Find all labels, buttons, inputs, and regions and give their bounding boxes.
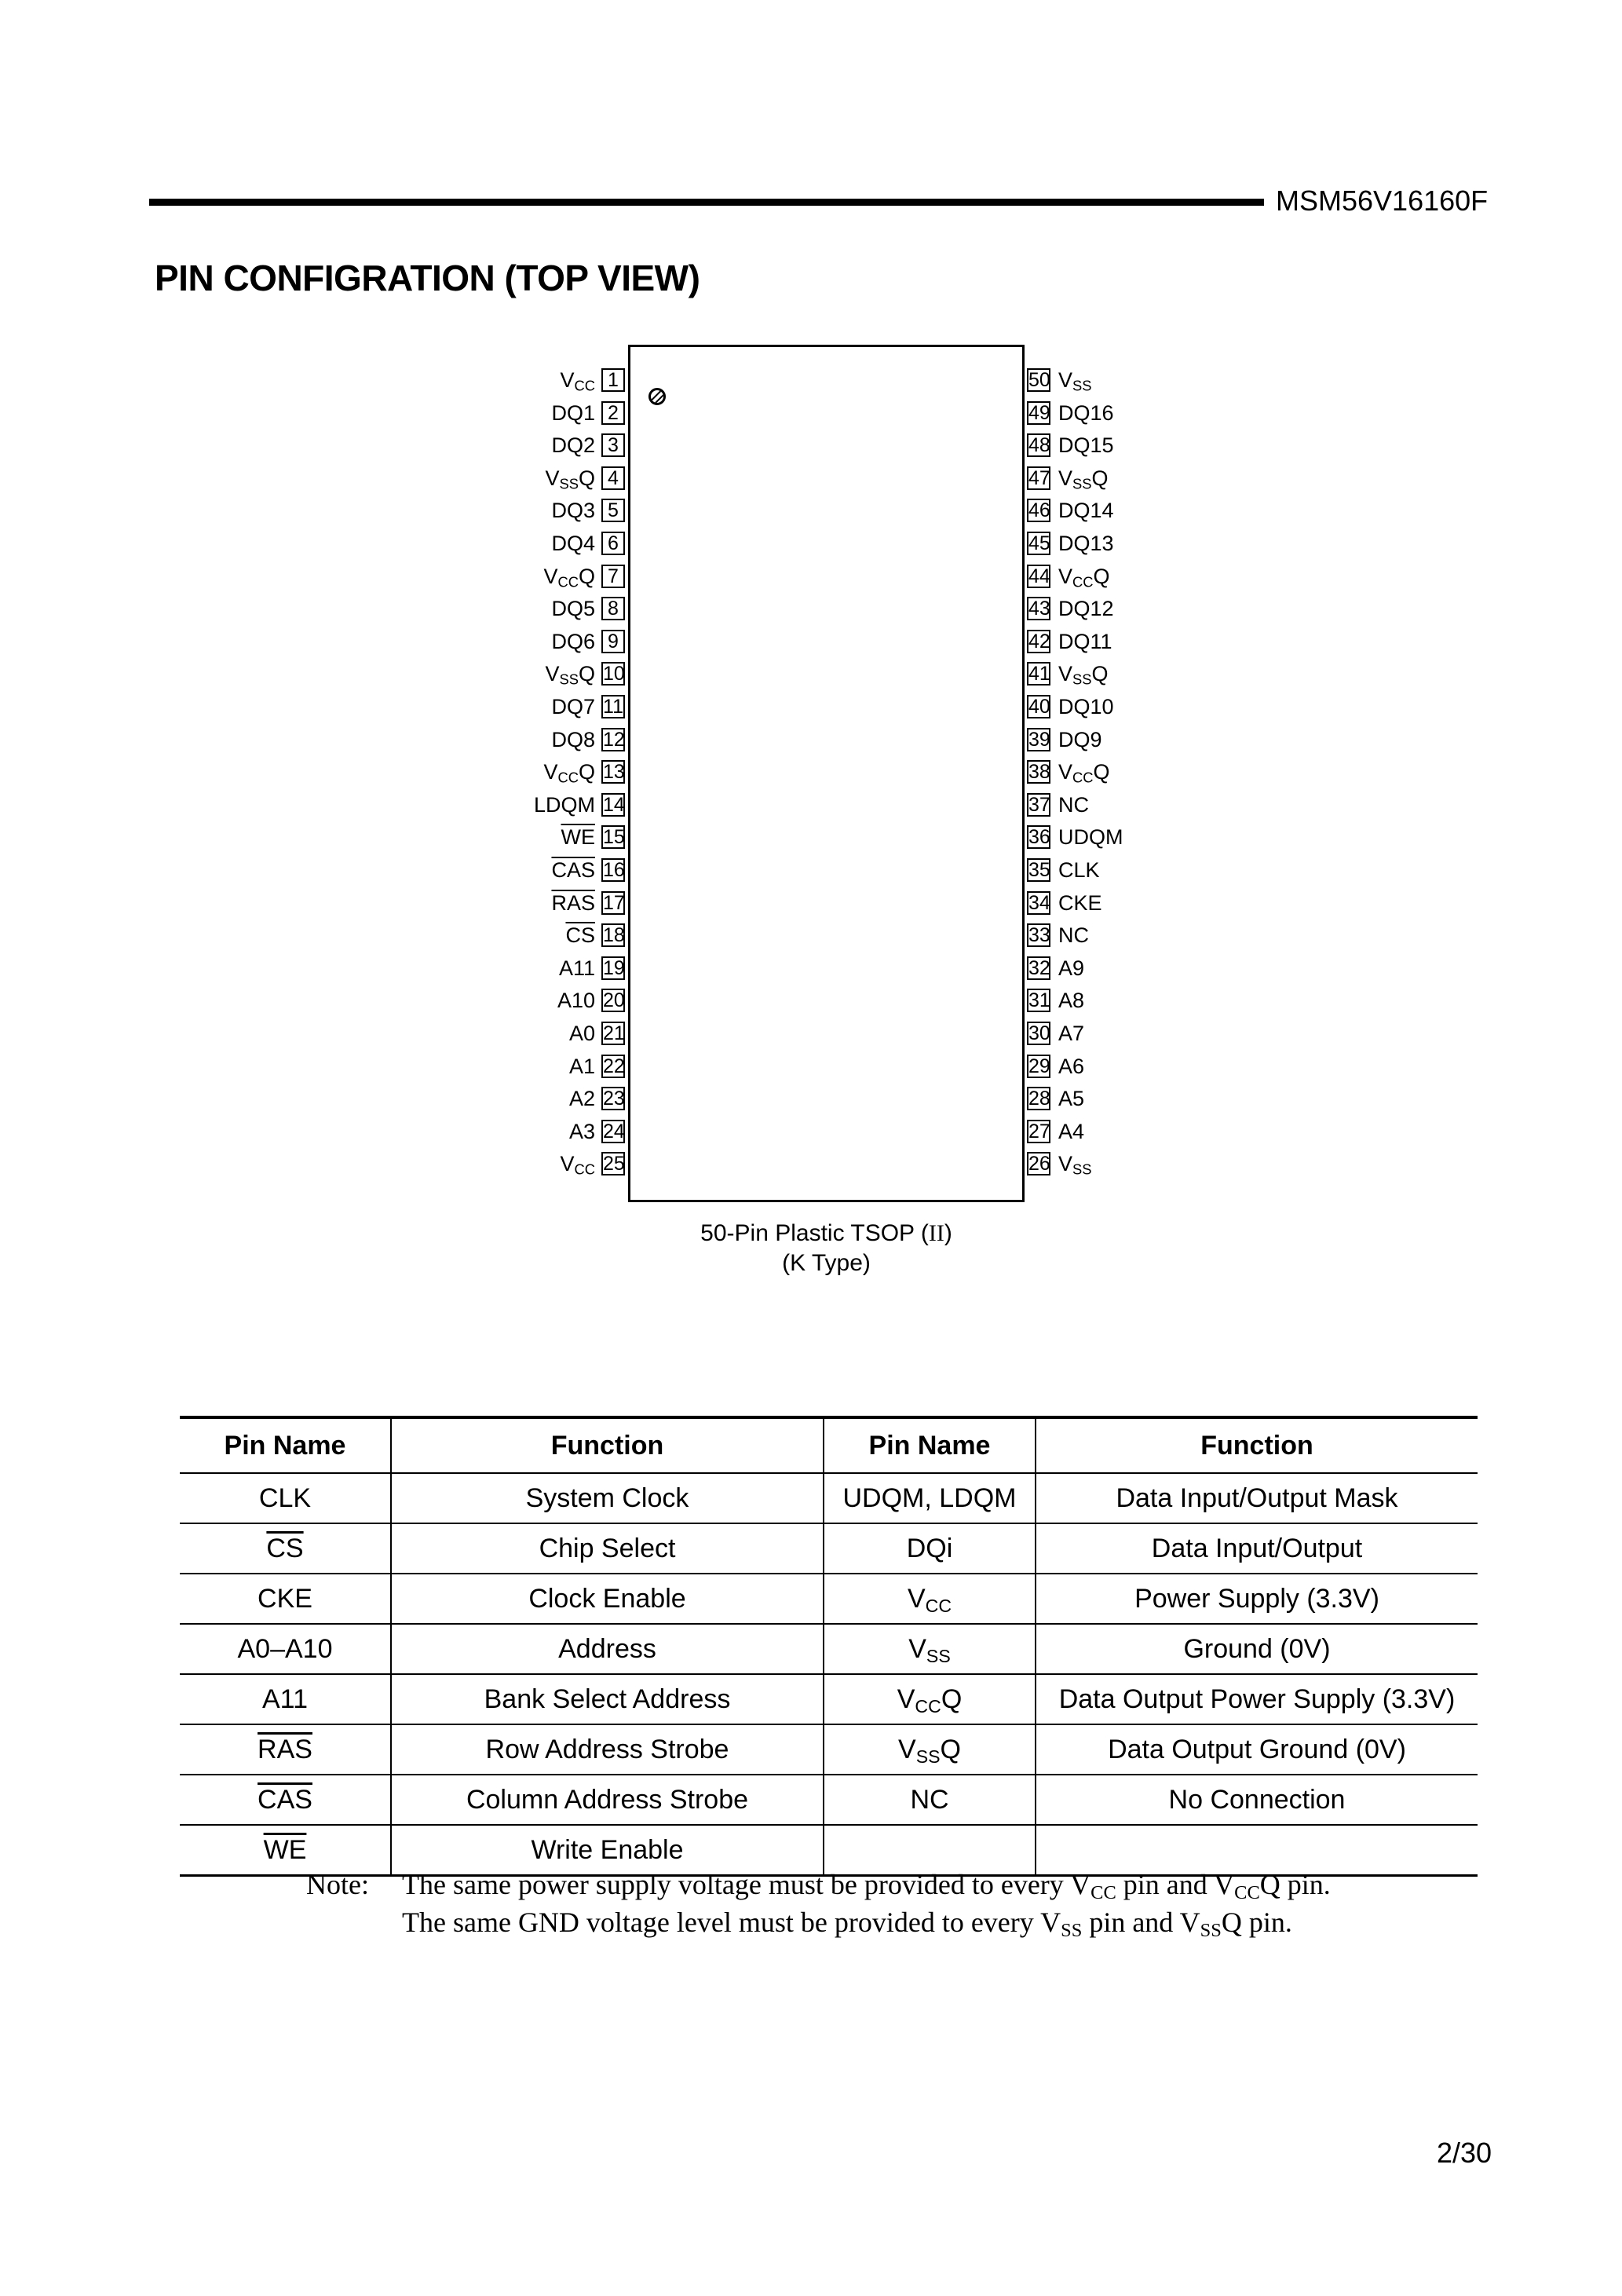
pin-label: DQ2 — [551, 433, 595, 458]
pin-label: A7 — [1058, 1022, 1085, 1045]
pin-number: 4 — [601, 466, 625, 490]
header-function: Function — [391, 1417, 824, 1473]
pin-row — [0, 660, 1622, 687]
pin-row — [0, 595, 1622, 622]
pin-row — [0, 824, 1622, 850]
pin-label: CLK — [1058, 858, 1100, 882]
pin-number: 15 — [603, 826, 625, 849]
pin-label: $V_{SS}$ — [1058, 1152, 1092, 1178]
pin-name-cell: $\overline{CS}$ — [180, 1523, 391, 1574]
pin-number: 2 — [601, 401, 625, 425]
pin-label: DQ15 — [1058, 433, 1114, 458]
pin-name-cell: $\overline{RAS}$ — [180, 1724, 391, 1775]
pin-number: 48 — [1028, 434, 1050, 457]
pin-number: 42 — [1028, 630, 1050, 653]
pin-row — [0, 1118, 1622, 1145]
table-row — [180, 1624, 1478, 1674]
pin-name-cell: $V_{SS}$ — [824, 1624, 1036, 1674]
pin-row — [0, 890, 1622, 916]
pin-number: 35 — [1028, 859, 1050, 881]
pin-row — [0, 497, 1622, 524]
pin-number: 50 — [1028, 369, 1050, 391]
header-pin-name: Pin Name — [180, 1417, 391, 1473]
pin-label: A2 — [568, 1087, 595, 1111]
pin-label: DQ14 — [1058, 499, 1114, 523]
table-row — [180, 1674, 1478, 1724]
pin-number: 37 — [1028, 793, 1050, 816]
pin-label: $V_{CC}$ — [560, 368, 595, 394]
pin-label: A6 — [1058, 1054, 1085, 1078]
pin-number: 12 — [603, 728, 625, 751]
pin-name-cell: $V_{CC}Q$ — [824, 1674, 1036, 1724]
pin-function-table — [180, 1416, 1478, 1877]
table-header-row — [180, 1417, 1478, 1473]
pin-label: $V_{SS}Q$ — [545, 662, 595, 688]
pin-number: 26 — [1028, 1153, 1050, 1175]
pin-number: 46 — [1028, 499, 1050, 522]
table-row — [180, 1724, 1478, 1775]
pin-row — [0, 1150, 1622, 1177]
pin-label: $V_{SS}Q$ — [1058, 466, 1109, 492]
pin-number: 32 — [1028, 956, 1050, 979]
pin-name-cell: CKE — [180, 1574, 391, 1624]
function-cell: Data Input/Output Mask — [1036, 1473, 1478, 1523]
pin-label: DQ1 — [551, 400, 595, 425]
pin-row — [0, 400, 1622, 426]
header-function: Function — [1036, 1417, 1478, 1473]
pin-label: $\overline{CS}$ — [565, 923, 595, 948]
pin-number: 13 — [603, 761, 625, 784]
function-cell: Ground (0V) — [1036, 1624, 1478, 1674]
pin-row — [0, 432, 1622, 459]
pin-number: 23 — [603, 1088, 625, 1110]
pin-number: 34 — [1028, 891, 1050, 914]
pin-number: 40 — [1028, 696, 1050, 718]
pin-label: DQ7 — [551, 695, 595, 718]
pin-label: DQ6 — [551, 629, 595, 653]
pin-number: 30 — [1028, 1022, 1050, 1044]
function-cell: Data Output Power Supply (3.3V) — [1036, 1674, 1478, 1724]
pin-label: DQ3 — [551, 499, 595, 523]
function-cell: Data Output Ground (0V) — [1036, 1724, 1478, 1775]
function-cell: Clock Enable — [391, 1574, 824, 1624]
note-label: Note: — [306, 1869, 369, 1900]
pin-label: $V_{SS}Q$ — [545, 466, 595, 492]
pin-label: $V_{CC}$ — [560, 1152, 595, 1178]
pin-name-cell: DQi — [824, 1523, 1036, 1574]
function-cell: No Connection — [1036, 1775, 1478, 1825]
pin-number: 5 — [601, 499, 625, 522]
pin-number: 47 — [1028, 466, 1050, 489]
pin-row — [0, 922, 1622, 949]
pin-label: $V_{SS}Q$ — [1058, 662, 1109, 688]
pin-label: $V_{CC}Q$ — [1058, 564, 1110, 590]
pin-label: NC — [1058, 923, 1089, 948]
function-cell: Row Address Strobe — [391, 1724, 824, 1775]
pin-label: A8 — [1058, 989, 1085, 1013]
pin-number: 28 — [1028, 1088, 1050, 1110]
pin-row — [0, 857, 1622, 883]
pin-row — [0, 955, 1622, 982]
pin-number: 22 — [603, 1055, 625, 1077]
pin-number: 21 — [603, 1022, 625, 1044]
pin-number: 9 — [601, 630, 625, 653]
pin-row — [0, 628, 1622, 655]
pin-name-cell: CLK — [180, 1473, 391, 1523]
pin-name-cell: NC — [824, 1775, 1036, 1825]
pin-number: 7 — [601, 565, 625, 588]
pin-label: A4 — [1058, 1119, 1085, 1143]
pin-label: A3 — [568, 1119, 595, 1143]
header-rule — [149, 199, 1264, 206]
pin-label: A5 — [1058, 1087, 1085, 1111]
pin-number: 49 — [1028, 401, 1050, 424]
pin-number: 1 — [601, 368, 625, 392]
function-cell: System Clock — [391, 1473, 824, 1523]
pin-label: DQ11 — [1058, 629, 1112, 653]
function-cell: Write Enable — [391, 1825, 824, 1876]
pin-number: 19 — [603, 956, 625, 979]
document-id: MSM56V16160F — [1276, 185, 1489, 217]
pin-label: DQ9 — [1058, 727, 1102, 751]
pin-row — [0, 1020, 1622, 1047]
pin-number: 43 — [1028, 598, 1050, 620]
pin-label: $V_{CC}Q$ — [543, 760, 595, 786]
pin-number: 10 — [603, 663, 625, 686]
page-number: 2/30 — [1437, 2137, 1492, 2169]
pin-number: 36 — [1028, 826, 1050, 849]
pin-label: A9 — [1058, 956, 1085, 980]
pin-number: 45 — [1028, 532, 1050, 554]
pin-label: DQ13 — [1058, 532, 1114, 555]
pin-number: 44 — [1028, 565, 1050, 587]
pin-row — [0, 759, 1622, 785]
pin-name-cell: A11 — [180, 1674, 391, 1724]
header-pin-name: Pin Name — [824, 1417, 1036, 1473]
pin-row — [0, 1053, 1622, 1080]
pin-label: A0 — [568, 1022, 595, 1045]
package-caption-line2: (K Type) — [782, 1250, 871, 1276]
pin-number: 8 — [601, 597, 625, 620]
pin-label: $V_{CC}Q$ — [543, 564, 595, 590]
pin-number: 41 — [1028, 663, 1050, 686]
pin-label: DQ4 — [551, 532, 595, 555]
pin-number: 31 — [1028, 989, 1050, 1012]
pin-label: DQ8 — [551, 727, 595, 751]
pin-label: NC — [1058, 792, 1089, 817]
pin-number: 33 — [1028, 924, 1050, 947]
pin-label: DQ10 — [1058, 695, 1114, 718]
pin-row — [0, 726, 1622, 753]
pin-number: 20 — [603, 989, 625, 1012]
pin-number: 3 — [601, 433, 625, 457]
table-row — [180, 1473, 1478, 1523]
function-cell: Bank Select Address — [391, 1674, 824, 1724]
function-cell: Data Input/Output — [1036, 1523, 1478, 1574]
pin-label: DQ12 — [1058, 597, 1114, 621]
pin-number: 24 — [603, 1120, 625, 1143]
pin-label: DQ5 — [551, 597, 595, 621]
pin-number: 18 — [603, 924, 625, 947]
pin-label: $\overline{RAS}$ — [551, 890, 595, 915]
pin-row — [0, 1085, 1622, 1112]
pin-number: 29 — [1028, 1055, 1050, 1077]
page-title: PIN CONFIGRATION (TOP VIEW) — [155, 258, 700, 298]
pin-label: DQ16 — [1058, 400, 1114, 425]
pin-number: 38 — [1028, 761, 1050, 784]
package-caption-line1: 50-Pin Plastic TSOP (II) — [700, 1220, 952, 1246]
table-row — [180, 1523, 1478, 1574]
pin-name-cell: $V_{SS}Q$ — [824, 1724, 1036, 1775]
function-cell: Address — [391, 1624, 824, 1674]
note-line-1: The same power supply voltage must be provided to every $V_{CC}$ pin and $V_{CC}Q$ pin. — [402, 1869, 1331, 1904]
table-row — [180, 1775, 1478, 1825]
table-row — [180, 1574, 1478, 1624]
pin-row — [0, 987, 1622, 1014]
pin-row — [0, 563, 1622, 590]
pin-row — [0, 792, 1622, 818]
pin-label: $V_{SS}$ — [1058, 368, 1092, 394]
pin-label: UDQM — [1058, 825, 1123, 850]
function-cell: Column Address Strobe — [391, 1775, 824, 1825]
pin-row — [0, 693, 1622, 720]
pin-label: A10 — [557, 989, 595, 1013]
pin-name-cell: A0–A10 — [180, 1624, 391, 1674]
pin-number: 6 — [601, 532, 625, 555]
pin-label: A1 — [568, 1054, 595, 1078]
pin-label: CKE — [1058, 890, 1102, 915]
pin-name-cell: $\overline{CAS}$ — [180, 1775, 391, 1825]
function-cell: Chip Select — [391, 1523, 824, 1574]
pin-row — [0, 530, 1622, 557]
pin-number: 27 — [1028, 1120, 1050, 1143]
pin-label: LDQM — [533, 792, 595, 817]
pin-number: 17 — [603, 891, 625, 914]
pin-label: $\overline{WE}$ — [561, 825, 595, 850]
pin-number: 16 — [603, 859, 625, 881]
pin-name-cell: $V_{CC}$ — [824, 1574, 1036, 1624]
pin-label: A11 — [558, 956, 595, 980]
function-cell: Power Supply (3.3V) — [1036, 1574, 1478, 1624]
pin-row — [0, 367, 1622, 393]
pin-name-cell: UDQM, LDQM — [824, 1473, 1036, 1523]
pin-number: 25 — [603, 1153, 625, 1175]
pin-number: 11 — [601, 695, 625, 718]
pin-name-cell: $\overline{WE}$ — [180, 1825, 391, 1876]
pin-label: $V_{CC}Q$ — [1058, 760, 1110, 786]
pin-number: 39 — [1028, 728, 1050, 751]
pin-label: $\overline{CAS}$ — [551, 858, 595, 882]
pin-row — [0, 465, 1622, 492]
pin-number: 14 — [603, 793, 625, 816]
note-line-2: The same GND voltage level must be provided to every $V_{SS}$ pin and $V_{SS}Q$ pin. — [402, 1907, 1292, 1942]
